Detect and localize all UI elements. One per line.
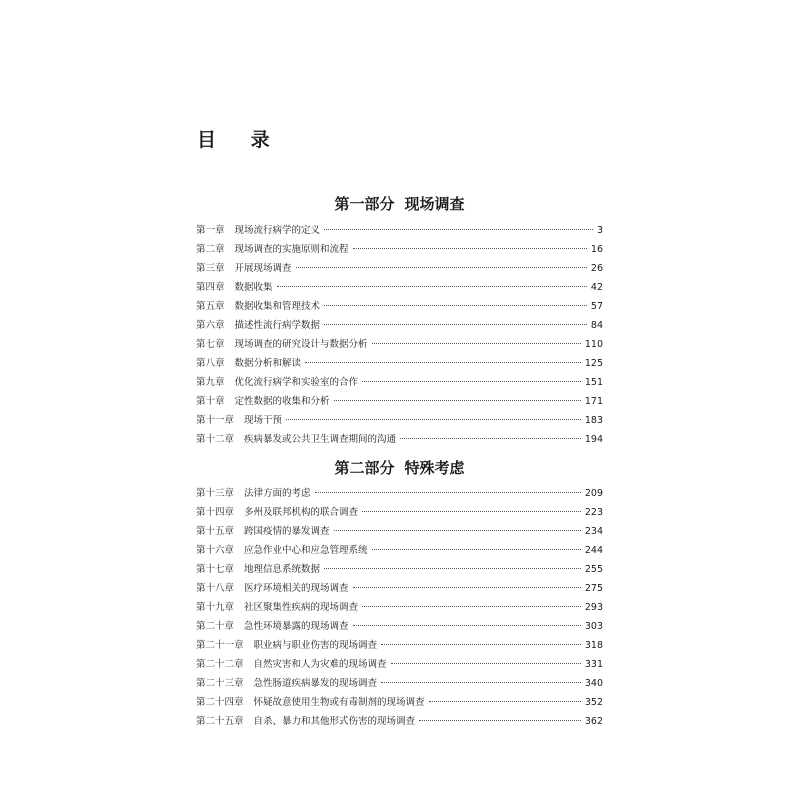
chapter-number: 第二十章 (196, 621, 235, 632)
dot-leader (277, 286, 587, 287)
page-number: 331 (584, 659, 603, 670)
dot-leader (400, 438, 581, 439)
page-number: 26 (590, 263, 603, 274)
dot-leader (324, 305, 587, 306)
toc-entry (196, 316, 603, 335)
dot-leader (362, 381, 581, 382)
chapter-title: 地理信息系统数据 (244, 564, 321, 575)
chapter-title: 现场调查的研究设计与数据分析 (234, 339, 368, 350)
chapter-title: 医疗环境相关的现场调查 (244, 583, 349, 594)
toc-entry (196, 297, 603, 316)
chapter-title: 现场干预 (244, 415, 283, 426)
dot-leader (362, 606, 581, 607)
chapter-number: 第十章 (196, 396, 225, 407)
page-number: 194 (584, 434, 603, 445)
chapter-title: 跨国疫情的暴发调查 (244, 526, 330, 537)
page-number: 362 (584, 716, 603, 727)
dot-leader (315, 492, 581, 493)
page-number: 209 (584, 488, 603, 499)
page-number: 303 (584, 621, 603, 632)
page-number: 110 (584, 339, 603, 350)
dot-leader (381, 644, 581, 645)
chapter-title: 自然灾害和人为灾难的现场调查 (253, 659, 387, 670)
page-number: 84 (590, 320, 603, 331)
page-number: 255 (584, 564, 603, 575)
chapter-title: 数据收集和管理技术 (234, 301, 321, 312)
dot-leader (391, 663, 581, 664)
dot-leader (419, 720, 581, 721)
chapter-number: 第十四章 (196, 507, 235, 518)
chapter-title: 法律方面的考虑 (244, 488, 311, 499)
chapter-number: 第十六章 (196, 545, 235, 556)
dot-leader (296, 267, 587, 268)
toc-entry (196, 598, 603, 617)
toc-entry (196, 541, 603, 560)
chapter-number: 第十三章 (196, 488, 235, 499)
toc-entry (196, 259, 603, 278)
part-heading (196, 457, 603, 478)
toc-entry (196, 503, 603, 522)
dot-leader (334, 530, 581, 531)
chapter-number: 第十七章 (196, 564, 235, 575)
page-title: 目 录 (197, 129, 284, 151)
toc-entry (196, 674, 603, 693)
chapter-title: 开展现场调查 (234, 263, 292, 274)
chapter-title: 多州及联邦机构的联合调查 (244, 507, 359, 518)
chapter-title: 职业病与职业伤害的现场调查 (253, 640, 378, 651)
dot-leader (286, 419, 581, 420)
dot-leader (353, 625, 581, 626)
dot-leader (305, 362, 581, 363)
page-number: 275 (584, 583, 603, 594)
toc-entry (196, 693, 603, 712)
dot-leader (429, 701, 581, 702)
chapter-number: 第十五章 (196, 526, 235, 537)
toc-entry (196, 617, 603, 636)
part-name: 特殊考虑 (404, 459, 465, 477)
toc-entry (196, 560, 603, 579)
toc-entry (196, 636, 603, 655)
page-number: 318 (584, 640, 603, 651)
chapter-number: 第二十二章 (196, 659, 244, 670)
page-number: 352 (584, 697, 603, 708)
dot-leader (353, 248, 587, 249)
page-number: 340 (584, 678, 603, 689)
toc-entry (196, 278, 603, 297)
dot-leader (324, 229, 593, 230)
toc-list (196, 484, 603, 731)
page-number: 293 (584, 602, 603, 613)
page-number: 3 (596, 225, 603, 236)
chapter-number: 第五章 (196, 301, 225, 312)
dot-leader (372, 343, 581, 344)
toc-entry (196, 335, 603, 354)
page-number: 151 (584, 377, 603, 388)
page-number: 183 (584, 415, 603, 426)
toc-entry (196, 240, 603, 259)
chapter-number: 第十八章 (196, 583, 235, 594)
chapter-number: 第七章 (196, 339, 225, 350)
dot-leader (353, 587, 581, 588)
dot-leader (372, 549, 581, 550)
chapter-number: 第六章 (196, 320, 225, 331)
dot-leader (362, 511, 581, 512)
chapter-number: 第十九章 (196, 602, 235, 613)
chapter-number: 第九章 (196, 377, 225, 388)
chapter-title: 优化流行病学和实验室的合作 (234, 377, 359, 388)
chapter-title: 现场流行病学的定义 (234, 225, 321, 236)
chapter-number: 第八章 (196, 358, 225, 369)
chapter-number: 第二章 (196, 244, 225, 255)
chapter-number: 第二十三章 (196, 678, 244, 689)
part-name: 现场调查 (404, 195, 465, 213)
chapter-number: 第四章 (196, 282, 225, 293)
chapter-title: 定性数据的收集和分析 (234, 396, 330, 407)
chapter-number: 第十二章 (196, 434, 235, 445)
chapter-title: 数据分析和解读 (234, 358, 302, 369)
chapter-number: 第二十五章 (196, 716, 244, 727)
chapter-title: 描述性流行病学数据 (234, 320, 321, 331)
part-number: 第一部分 (334, 195, 395, 213)
dot-leader (334, 400, 581, 401)
chapter-title: 急性肠道疾病暴发的现场调查 (253, 678, 378, 689)
chapter-number: 第二十四章 (196, 697, 244, 708)
toc-entry (196, 221, 603, 240)
page-number: 234 (584, 526, 603, 537)
toc-entry (196, 655, 603, 674)
page-number: 42 (590, 282, 603, 293)
dot-leader (381, 682, 581, 683)
page-number: 57 (590, 301, 603, 312)
chapter-number: 第十一章 (196, 415, 235, 426)
chapter-title: 应急作业中心和应急管理系统 (244, 545, 368, 556)
chapter-title: 急性环境暴露的现场调查 (244, 621, 349, 632)
page-number: 125 (584, 358, 603, 369)
page-number: 223 (584, 507, 603, 518)
chapter-number: 第三章 (196, 263, 225, 274)
chapter-title: 数据收集 (234, 282, 273, 293)
dot-leader (324, 568, 581, 569)
toc-entry (196, 373, 603, 392)
part-number: 第二部分 (334, 459, 395, 477)
page-number: 171 (584, 396, 603, 407)
toc-entry (196, 411, 603, 430)
chapter-title: 怀疑故意使用生物或有毒制剂的现场调查 (253, 697, 425, 708)
part-heading (196, 193, 603, 214)
toc-entry (196, 430, 603, 449)
toc-entry (196, 712, 603, 731)
chapter-title: 自杀、暴力和其他形式伤害的现场调查 (253, 716, 416, 727)
page-number: 244 (584, 545, 603, 556)
toc-entry (196, 392, 603, 411)
toc-list (196, 221, 603, 449)
chapter-number: 第一章 (196, 225, 225, 236)
toc-entry (196, 579, 603, 598)
toc-entry (196, 522, 603, 541)
chapter-number: 第二十一章 (196, 640, 244, 651)
dot-leader (324, 324, 587, 325)
chapter-title: 社区聚集性疾病的现场调查 (244, 602, 359, 613)
chapter-title: 疾病暴发或公共卫生调查期间的沟通 (244, 434, 397, 445)
toc-entry (196, 484, 603, 503)
page-number: 16 (590, 244, 603, 255)
chapter-title: 现场调查的实施原则和流程 (234, 244, 349, 255)
toc-entry (196, 354, 603, 373)
